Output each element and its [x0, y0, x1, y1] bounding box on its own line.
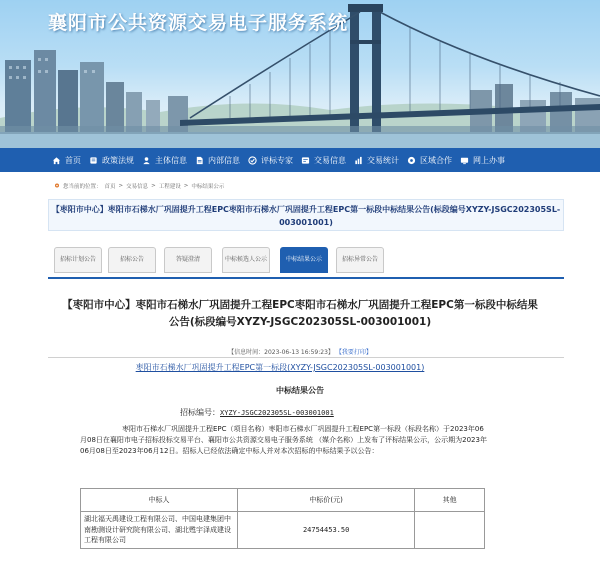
nav-label: 政策法规 [102, 155, 134, 165]
expert-icon [248, 156, 257, 165]
header-price: 中标价(元) [238, 489, 415, 512]
cooperation-icon [407, 156, 416, 165]
tab-clarification[interactable]: 答疑澄清 [164, 247, 212, 273]
nav-item-statistics[interactable] [354, 148, 407, 172]
print-link[interactable]: 【我要打印】 [335, 349, 372, 356]
breadcrumb-item-home[interactable]: 首页 [104, 184, 116, 190]
tab-bar [48, 244, 564, 279]
home-icon [52, 156, 61, 165]
bid-number [180, 407, 334, 418]
table-header-row [81, 489, 485, 512]
tab-bid-notice[interactable]: 招标公告 [108, 247, 156, 273]
breadcrumb-separator: > [118, 183, 124, 189]
user-icon [142, 156, 151, 165]
header-winner: 中标人 [81, 489, 238, 512]
other-cell [415, 512, 485, 549]
nav-item-internal[interactable] [195, 148, 248, 172]
breadcrumb-item-result[interactable]: 中标结果公示 [191, 184, 225, 190]
breadcrumb-item-construction[interactable]: 工程建设 [158, 184, 181, 190]
tab-bid-plan[interactable]: 招标计划公告 [54, 247, 102, 273]
tab-result-notice[interactable]: 中标结果公示 [280, 247, 328, 273]
table-row [81, 512, 485, 549]
tab-exception-notice[interactable]: 招标异常公告 [336, 247, 384, 273]
nav-label: 内部信息 [208, 155, 240, 165]
nav-label: 网上办事 [473, 155, 505, 165]
breadcrumb-separator: > [151, 183, 156, 189]
main-nav [0, 148, 600, 172]
announcement-meta [0, 347, 600, 356]
winner-cell: 湖北福天禹建设工程有限公司、中国电建集团中南勘测设计研究院有限公司、湖北甦宇泽成建设工程有限公司 [81, 512, 238, 549]
nav-label: 交易信息 [314, 155, 346, 165]
nav-label: 主体信息 [155, 155, 187, 165]
nav-item-home[interactable] [0, 148, 89, 172]
nav-label: 交易统计 [367, 155, 399, 165]
nav-label: 首页 [65, 155, 81, 165]
service-icon [460, 156, 469, 165]
page-title: 【枣阳市中心】枣阳市石梯水厂巩固提升工程EPC枣阳市石梯水厂巩固提升工程EPC第一标段中标结果公告(标段编号XYZY-JSGC202305SL-003001001) [48, 199, 564, 231]
nav-label: 区域合作 [420, 155, 452, 165]
site-title: 襄阳市公共资源交易电子服务系统 [48, 12, 349, 34]
breadcrumb-item-trade-info[interactable]: 交易信息 [126, 184, 149, 190]
trade-icon [301, 156, 310, 165]
book-icon [89, 156, 98, 165]
nav-label: 评标专家 [261, 155, 293, 165]
announcement-title: 【枣阳市中心】枣阳市石梯水厂巩固提升工程EPC枣阳市石梯水厂巩固提升工程EPC第一标段中标结果公告(标段编号XYZY-JSGC202305SL-003001001) [62, 299, 538, 328]
breadcrumb [54, 182, 224, 190]
notice-heading: 中标结果公告 [276, 386, 324, 395]
announcement-paragraph: 枣阳市石梯水厂巩固提升工程EPC（项目名称）枣阳市石梯水厂巩固提升工程EPC第一标段（标段名称）于2023年06月08日在襄阳市电子招标投标交易平台、襄阳市公共资源交易电子服务系统 （媒介名称）上发布了评标结果公示，公示期为2023年06月08日至2023年06月12日。招标人已经依法确定中标人并对本次招标的中标结果予以公告： [80, 425, 487, 455]
published-time: 【信息时间：2023-06-13 16:59:23】 [228, 349, 334, 356]
section-title-link[interactable]: 枣阳市石梯水厂巩固提升工程EPC第一标段(XYZY-JSGC202305SL-003001001) [135, 363, 425, 372]
breadcrumb-separator: > [183, 183, 189, 189]
nav-item-trade-info[interactable] [301, 148, 354, 172]
nav-item-policy[interactable] [89, 148, 142, 172]
tab-candidate-notice[interactable]: 中标候选人公示 [222, 247, 270, 273]
chart-icon [354, 156, 363, 165]
nav-item-experts[interactable] [248, 148, 301, 172]
bid-number-label: 招标编号： [180, 408, 220, 417]
breadcrumb-prefix: 您当前的位置： [63, 184, 102, 190]
header-banner [0, 0, 600, 148]
nav-item-regional[interactable] [407, 148, 460, 172]
header-other: 其他 [415, 489, 485, 512]
nav-item-subject[interactable] [142, 148, 195, 172]
document-icon [195, 156, 204, 165]
divider [48, 357, 564, 358]
bid-number-value: XYZY-JSGC202305SL-003001001 [220, 409, 334, 417]
result-table [80, 488, 485, 549]
nav-item-online-service[interactable] [460, 148, 513, 172]
price-cell: 24754453.50 [238, 512, 415, 549]
location-icon [54, 183, 60, 189]
